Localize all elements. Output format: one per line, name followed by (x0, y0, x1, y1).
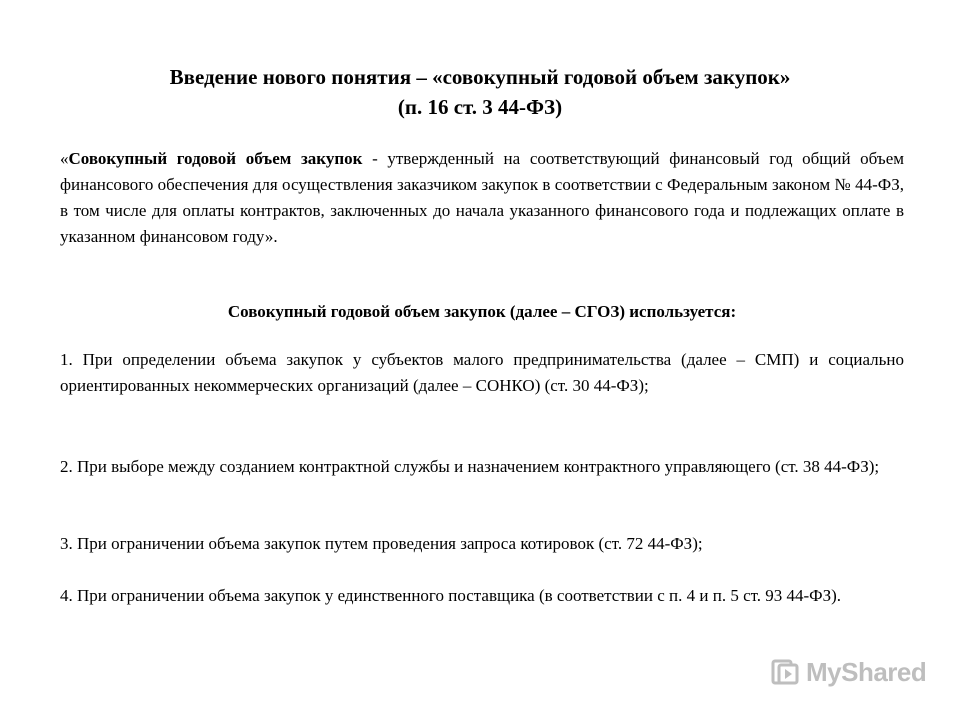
definition-open-quote: « (60, 149, 69, 168)
definition-paragraph (60, 146, 904, 250)
slide-title-line-1: Введение нового понятия – «совокупный годовой объем закупок» (169, 65, 791, 89)
watermark-text: MyShared (806, 656, 927, 687)
slide-title-line-2: (п. 16 ст. 3 44-ФЗ) (397, 95, 563, 119)
myshared-watermark (770, 655, 926, 689)
definition-term: Совокупный годовой объем закупок (68, 149, 363, 168)
usage-heading: Совокупный годовой объем закупок (далее – СГОЗ) используется: (227, 302, 737, 321)
list-item: 3. При ограничении объема закупок путем проведения запроса котировок (ст. 72 44-ФЗ); (60, 534, 703, 553)
list-item: 1. При определении объема закупок у субъектов малого предпринимательства (далее – СМП) и социально ориентированных некоммерческих организаций (далее – СОНКО) (ст. 30 44-ФЗ); (60, 350, 904, 395)
list-item: 2. При выборе между созданием контрактной службы и назначением контрактного управляющего (ст. 38 44-ФЗ); (60, 457, 880, 476)
slide-title (60, 62, 900, 122)
list-item: 4. При ограничении объема закупок у единственного поставщика (в соответствии с п. 4 и п. 5 ст. 93 44-ФЗ). (60, 586, 842, 605)
definition-text: - утвержденный на соответствующий финансовый год общий объем финансового обеспечения для осуществления заказчиком закупок в соответствии с Федеральным законом № 44-ФЗ, в том числе для оплаты контрактов, заключенных до начала указанного финансового года и подлежащих оплате в указанном финансовом году». (60, 149, 905, 246)
myshared-logo-icon (770, 657, 800, 687)
